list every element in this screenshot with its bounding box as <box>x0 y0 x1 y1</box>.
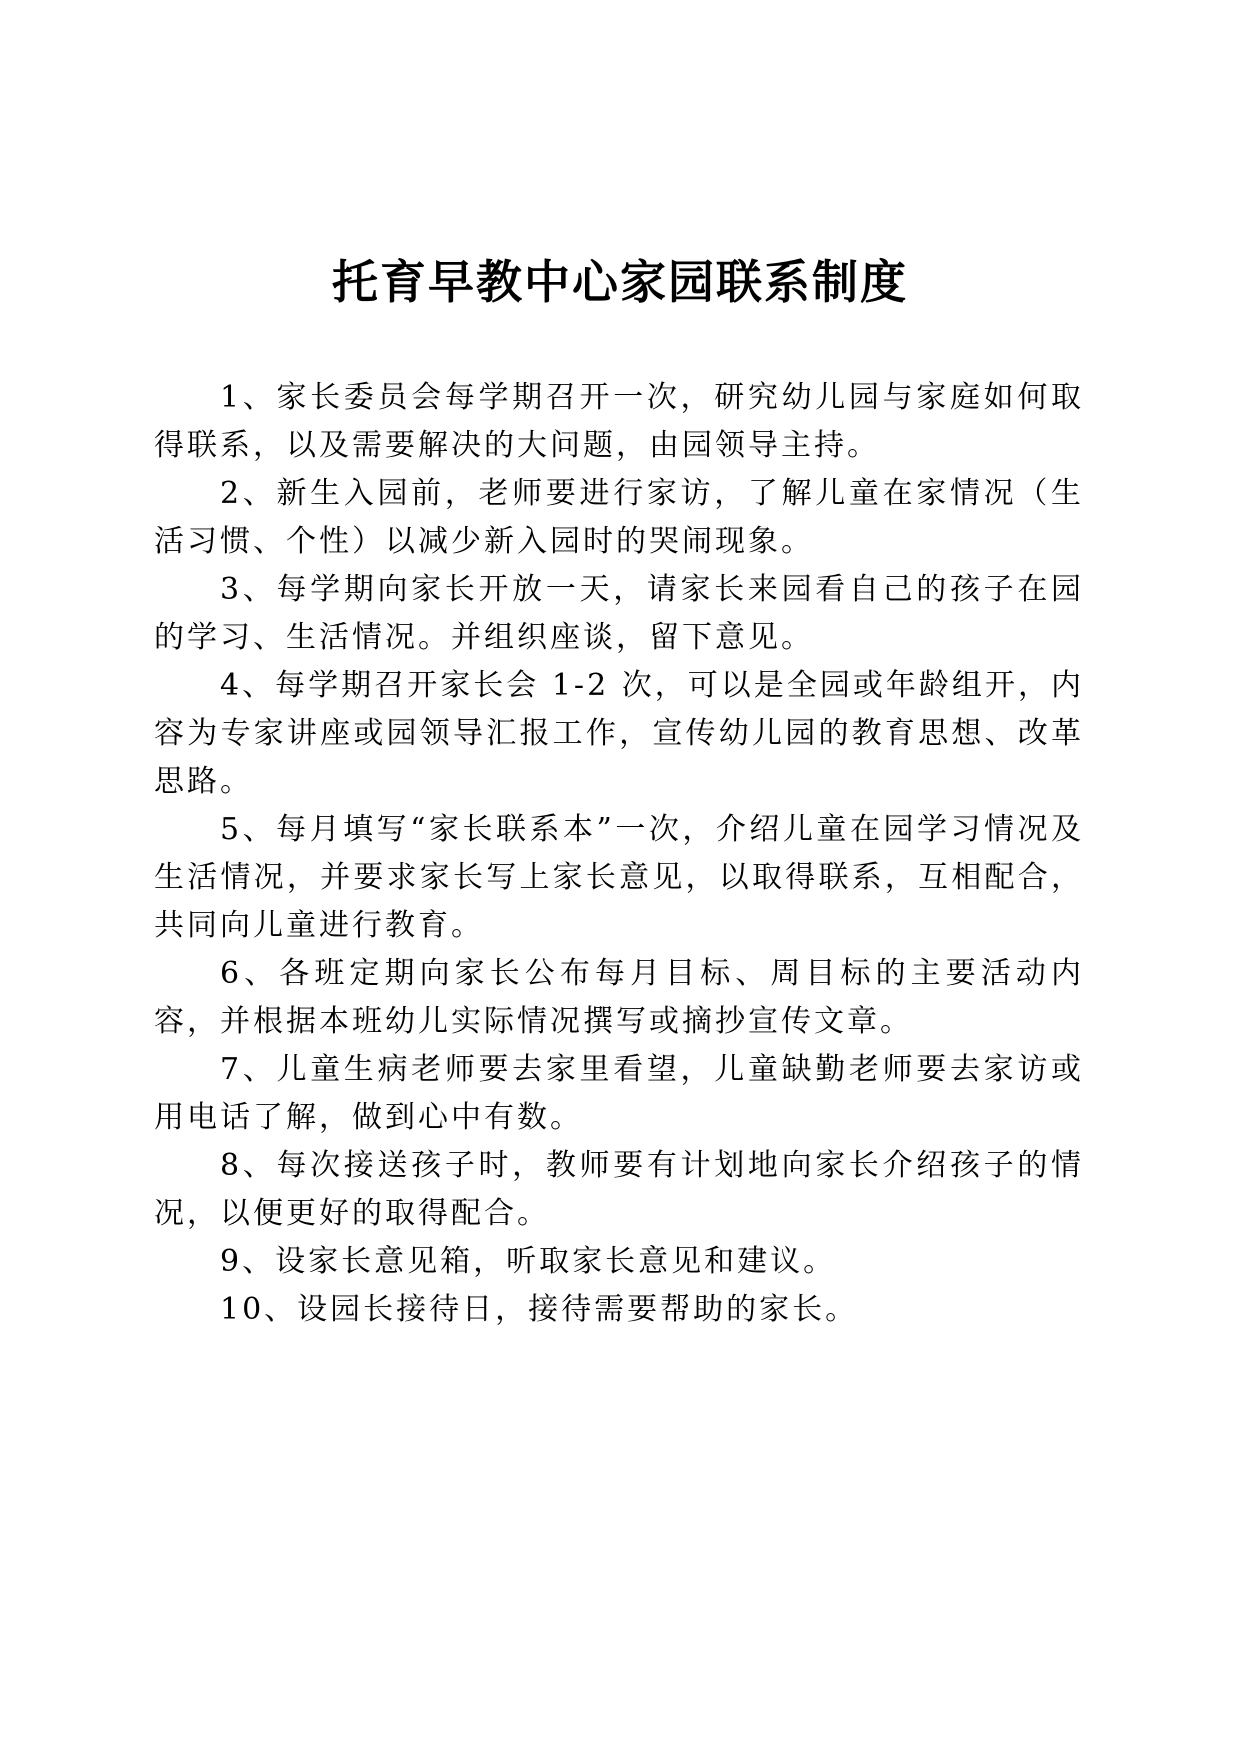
paragraph-item-9: 9、设家长意见箱，听取家长意见和建议。 <box>220 1244 837 1279</box>
paragraph-item-8: 8、每次接送孩子时，教师要有计划地向家长介绍孩子的情况，以便更好的取得配合。 <box>154 1148 1084 1231</box>
paragraph-item-4: 4、每学期召开家长会 1-2 次，可以是全园或年龄组开，内容为专家讲座或园领导汇报工作，宣传幼儿园的教育思想、改革思路。 <box>154 668 1084 799</box>
paragraph-item-10: 10、设园长接待日，接待需要帮助的家长。 <box>220 1292 859 1327</box>
paragraph-item-6: 6、各班定期向家长公布每月目标、周目标的主要活动内容，并根据本班幼儿实际情况撰写或摘抄宣传文章。 <box>154 956 1084 1039</box>
paragraph-item-7: 7、儿童生病老师要去家里看望，儿童缺勤老师要去家访或用电话了解，做到心中有数。 <box>154 1052 1084 1135</box>
paragraph-item-3: 3、每学期向家长开放一天，请家长来园看自己的孩子在园的学习、生活情况。并组织座谈，留下意见。 <box>154 572 1084 655</box>
paragraph-item-5: 5、每月填写“家长联系本”一次，介绍儿童在园学习情况及生活情况，并要求家长写上家长意见，以取得联系，互相配合，共同向儿童进行教育。 <box>154 812 1084 943</box>
document-body <box>154 374 1084 1334</box>
paragraph-item-1: 1、家长委员会每学期召开一次，研究幼儿园与家庭如何取得联系，以及需要解决的大问题，由园领导主持。 <box>154 380 1084 463</box>
paragraph-item-2: 2、新生入园前，老师要进行家访，了解儿童在家情况（生活习惯、个性）以减少新入园时的哭闹现象。 <box>154 476 1084 559</box>
document-title: 托育早教中心家园联系制度 <box>332 255 908 309</box>
